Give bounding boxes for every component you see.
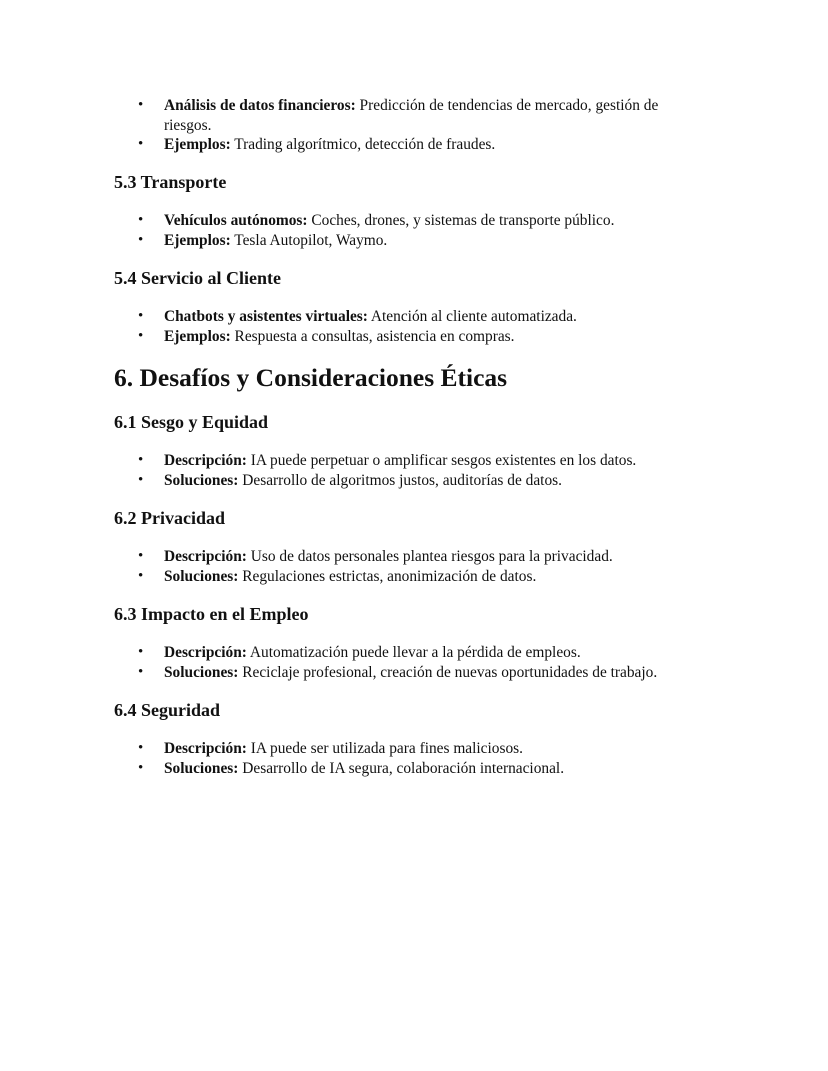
list-item <box>0 451 828 471</box>
list-item-text: Reciclaje profesional, creación de nuevas oportunidades de trabajo. <box>238 663 658 681</box>
bullet-icon: • <box>138 212 144 228</box>
section-heading-5-4: 5.4 Servicio al Cliente <box>114 268 281 288</box>
bullet-icon: • <box>138 327 144 344</box>
section-6-2-list <box>0 547 828 586</box>
bullet-icon: • <box>138 308 144 324</box>
section-6-1-list-block <box>0 451 828 490</box>
section-heading-6-3: 6.3 Impacto en el Empleo <box>114 604 309 624</box>
intro-list-block <box>0 96 828 155</box>
section-5-3-list <box>0 211 828 250</box>
section-6-4-list <box>0 739 828 778</box>
section-heading-6-2: 6.2 Privacidad <box>114 508 225 528</box>
list-item-text: Coches, drones, y sistemas de transporte público. <box>307 212 615 229</box>
list-item-text: Tesla Autopilot, Waymo. <box>230 231 388 249</box>
list-item-text: Atención al cliente automatizada. <box>367 308 577 325</box>
bullet-icon: • <box>138 136 144 152</box>
bullet-icon: • <box>138 663 144 680</box>
chapter-heading-6: 6. Desafíos y Consideraciones Éticas <box>114 363 508 392</box>
section-heading-5-3: 5.3 Transporte <box>114 172 227 192</box>
section-6-3-list-block <box>0 643 828 682</box>
bullet-icon: • <box>138 231 144 248</box>
list-item-term: Ejemplos: <box>164 136 231 153</box>
section-heading-6-4: 6.4 Seguridad <box>114 700 221 720</box>
list-item <box>0 547 828 567</box>
section-5-4-list <box>0 307 828 346</box>
list-item <box>0 663 828 683</box>
list-item-term: Ejemplos: <box>164 231 231 249</box>
list-item <box>0 96 828 135</box>
section-heading-6-1: 6.1 Sesgo y Equidad <box>114 412 269 432</box>
list-item-term: Descripción: <box>164 548 247 565</box>
list-item <box>0 759 828 779</box>
list-item-term: Soluciones: <box>164 567 239 585</box>
list-item-text: Regulaciones estrictas, anonimización de datos. <box>238 567 537 585</box>
list-item <box>0 327 828 347</box>
section-6-4-list-block <box>0 739 828 778</box>
list-item-text: Automatización puede llevar a la pérdida de empleos. <box>246 644 581 661</box>
section-5-3-list-block <box>0 211 828 250</box>
intro-list <box>0 96 828 155</box>
list-item-term: Soluciones: <box>164 759 239 777</box>
list-item-text: Desarrollo de algoritmos justos, auditorías de datos. <box>238 471 562 489</box>
bullet-icon: • <box>138 97 144 113</box>
bullet-icon: • <box>138 452 144 468</box>
list-item <box>0 211 828 231</box>
list-item <box>0 135 828 155</box>
bullet-icon: • <box>138 567 144 584</box>
list-item-text: Predicción de tendencias de mercado, gestión de riesgos. <box>164 97 659 134</box>
list-item <box>0 567 828 587</box>
list-item <box>0 643 828 663</box>
list-item-term: Análisis de datos financieros: <box>164 97 356 114</box>
list-item-term: Vehículos autónomos: <box>164 212 308 229</box>
bullet-icon: • <box>138 471 144 488</box>
list-item-term: Ejemplos: <box>164 327 231 345</box>
bullet-icon: • <box>138 644 144 660</box>
section-6-3-list <box>0 643 828 682</box>
list-item-text: Desarrollo de IA segura, colaboración internacional. <box>238 759 565 777</box>
list-item-text: Respuesta a consultas, asistencia en compras. <box>230 327 515 345</box>
bullet-icon: • <box>138 548 144 564</box>
bullet-icon: • <box>138 740 144 756</box>
list-item-term: Descripción: <box>164 452 247 469</box>
list-item-term: Descripción: <box>164 644 247 661</box>
list-item-text: Uso de datos personales plantea riesgos para la privacidad. <box>246 548 613 565</box>
list-item-text: IA puede perpetuar o amplificar sesgos existentes en los datos. <box>246 452 637 469</box>
list-item-term: Soluciones: <box>164 471 239 489</box>
list-item-term: Descripción: <box>164 740 247 757</box>
list-item-term: Soluciones: <box>164 663 239 681</box>
list-item <box>0 231 828 251</box>
section-6-1-list <box>0 451 828 490</box>
list-item <box>0 739 828 759</box>
list-item-term: Chatbots y asistentes virtuales: <box>164 308 368 325</box>
section-5-4-list-block <box>0 307 828 346</box>
list-item-text: Trading algorítmico, detección de fraudes. <box>230 136 496 153</box>
list-item <box>0 307 828 327</box>
list-item <box>0 471 828 491</box>
section-6-2-list-block <box>0 547 828 586</box>
bullet-icon: • <box>138 759 144 776</box>
list-item-text: IA puede ser utilizada para fines maliciosos. <box>246 740 524 757</box>
